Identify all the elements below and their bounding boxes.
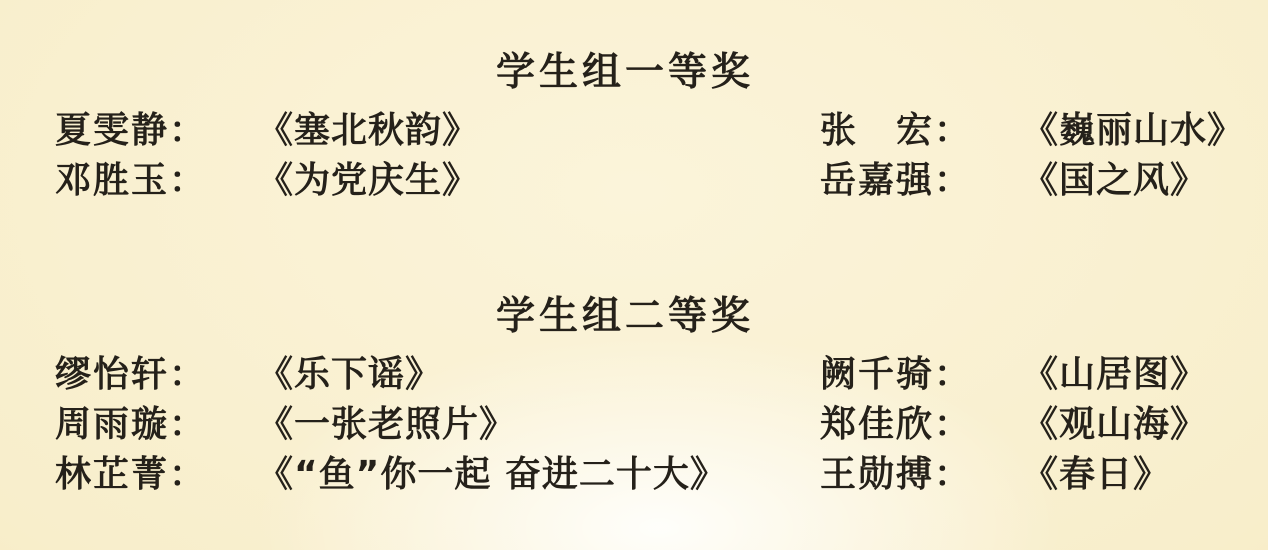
winner-name: 缪怡轩： [55,354,208,395]
artwork-title: 《“鱼”你一起 奋进二十大》 [257,454,727,495]
artwork-title: 《春日》 [1022,454,1171,495]
award-entry [820,450,1248,500]
award-entry [55,400,820,450]
award-entry [55,156,820,206]
award-entry [820,106,1248,156]
award-entry [820,156,1248,206]
winner-name: 阙千骑： [820,354,973,395]
award-entry [55,106,820,156]
artwork-title: 《乐下谣》 [257,354,443,395]
first-prize-section-title: 学生组一等奖 [495,50,754,95]
artwork-title: 《塞北秋韵》 [257,110,480,151]
winner-name: 夏雯静： [55,110,208,151]
winner-name: 岳嘉强： [820,160,973,201]
winner-name: 张 宏： [820,110,973,151]
artwork-title: 《国之风》 [1022,160,1208,201]
second-prize-section-title: 学生组二等奖 [495,294,754,339]
second-prize-list [0,350,1268,500]
winner-name: 邓胜玉： [55,160,208,201]
winner-name: 王勋搏： [820,454,973,495]
first-prize-list [0,106,1268,206]
artwork-title: 《观山海》 [1022,404,1208,445]
award-entry [55,450,820,500]
winner-name: 郑佳欣： [820,404,973,445]
first-prize-section [0,0,1268,206]
winner-name: 林芷菁： [55,454,208,495]
award-entry [820,400,1248,450]
artwork-title: 《巍丽山水》 [1022,110,1245,151]
artwork-title: 《山居图》 [1022,354,1208,395]
award-entry [55,350,820,400]
award-entry [820,350,1248,400]
artwork-title: 《为党庆生》 [257,160,480,201]
artwork-title: 《一张老照片》 [257,404,517,445]
winner-name: 周雨璇： [55,404,208,445]
second-prize-section [0,206,1268,500]
